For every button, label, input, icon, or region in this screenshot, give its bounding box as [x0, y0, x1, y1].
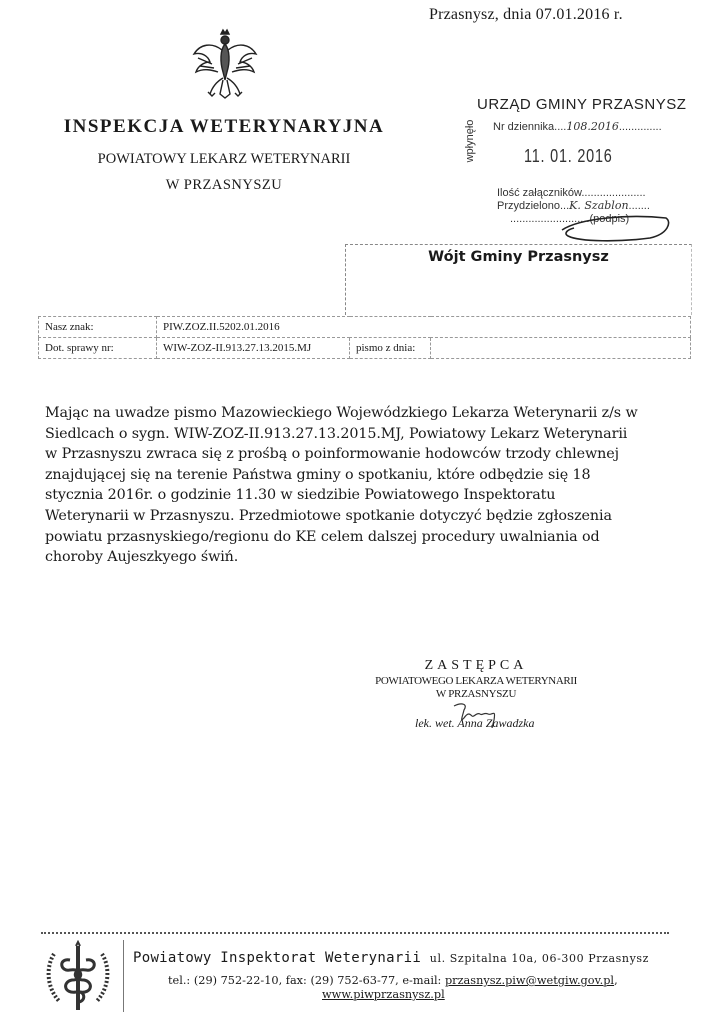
place-and-date: Przasnysz, dnia 07.01.2016 r. — [429, 6, 623, 23]
stamp-assigned-label: Przydzielono — [497, 200, 560, 212]
addressee: Wójt Gminy Przasnysz — [428, 249, 609, 265]
caduceus-logo-icon — [40, 940, 116, 1016]
stamp-journal-number: Nr dziennika....108.2016.............. — [493, 120, 662, 133]
handwritten-loop-icon — [560, 212, 672, 242]
signature-title: ZASTĘPCA — [424, 658, 528, 673]
body-line: znajdującej się na terenie Państwa gminy o spotkaniu, które odbędzie się 18 — [45, 466, 591, 483]
stamp-journal-value: 108.2016 — [566, 120, 619, 133]
body-line: Weterynarii w Przasnyszu. Przedmiotowe spotkanie dotyczyć będzie zgłoszenia — [45, 507, 612, 524]
body-line: Mając na uwadze pismo Mazowieckiego Wojewódzkiego Lekarza Weterynarii z/s w — [45, 405, 638, 421]
footer-vertical-divider — [123, 940, 124, 1012]
footer-contact — [168, 974, 618, 987]
table-row — [39, 338, 691, 359]
footer-fax-label: fax: — [285, 974, 307, 987]
institution-title: INSPEKCJA WETERYNARYJNA — [63, 116, 385, 137]
signature-position: POWIATOWEGO LEKARZA WETERYNARII — [375, 675, 577, 687]
table-row — [39, 317, 691, 338]
our-ref-label: Nasz znak: — [39, 317, 157, 338]
polish-eagle-emblem-icon — [190, 28, 260, 100]
stamp-assigned-value: K. Szablon — [569, 199, 629, 212]
body-line: Siedlcach o sygn. WIW-ZOZ-II.913.27.13.2015.MJ, Powiatowy Lekarz Weterynarii — [45, 425, 628, 442]
footer-org-name: Powiatowy Inspektorat Weterynarii — [133, 950, 422, 966]
letter-date-value — [431, 338, 691, 359]
footer-email-label: e-mail: — [402, 974, 442, 987]
signature-location: W PRZASNYSZU — [435, 688, 517, 700]
letter-date-label: pismo z dnia: — [350, 338, 431, 359]
addressee-box — [345, 244, 692, 315]
letter-body — [45, 403, 685, 568]
case-value: WIW-ZOZ-II.913.27.13.2015.MJ — [157, 338, 350, 359]
signatory-name: lek. wet. Anna Zawadzka — [415, 716, 535, 730]
stamp-title: URZĄD GMINY PRZASNYSZ — [477, 96, 687, 113]
stamp-assigned: Przydzielono...K. Szablon....... — [497, 199, 650, 212]
footer-organization — [133, 950, 649, 966]
footer-fax: (29) 752-63-77, — [310, 974, 399, 987]
case-label: Dot. sprawy nr: — [39, 338, 157, 359]
reference-table — [38, 316, 691, 359]
footer-tel-label: tel.: — [168, 974, 191, 987]
stamp-signature-label: (podpis) — [589, 213, 630, 225]
body-line: stycznia 2016r. o godzinie 11.30 w siedzibie Powiatowego Inspektoratu — [45, 487, 556, 504]
footer-divider — [41, 932, 669, 934]
footer-address: ul. Szpitalna 10a, 06-300 Przasnysz — [429, 952, 650, 965]
stamp-journal-label: Nr dziennika — [493, 121, 555, 133]
institution-subtitle: POWIATOWY LEKARZ WETERYNARII — [97, 151, 351, 167]
stamp-received-date: 11. 01. 2016 — [524, 146, 613, 166]
footer-website-link[interactable]: www.piwprzasnysz.pl — [322, 988, 445, 1001]
footer-tel: (29) 752-22-10, — [193, 974, 283, 987]
footer-email-link[interactable]: przasnysz.piw@wetgiw.gov.pl — [444, 974, 615, 987]
body-line: choroby Aujeszkyego świń. — [45, 549, 239, 566]
stamp-received-label: wpłynęło — [464, 119, 476, 163]
footer-email-suffix: , — [614, 974, 618, 987]
stamp-attachments-label: Ilość załączników — [497, 187, 582, 199]
stamp-attachments: Ilość załączników..................... — [497, 187, 646, 199]
our-ref-value: PIW.ZOZ.II.5202.01.2016 — [157, 317, 691, 338]
body-line: w Przasnyszu zwraca się z prośbą o poinformowanie hodowców trzody chlewnej — [45, 446, 619, 463]
body-line: powiatu przasnyskiego/regionu do KE celem dalszej procedury uwalniania od — [45, 528, 600, 545]
institution-location: W PRZASNYSZU — [165, 177, 283, 193]
stamp-signature-line: ..........................(podpis) — [510, 213, 630, 225]
